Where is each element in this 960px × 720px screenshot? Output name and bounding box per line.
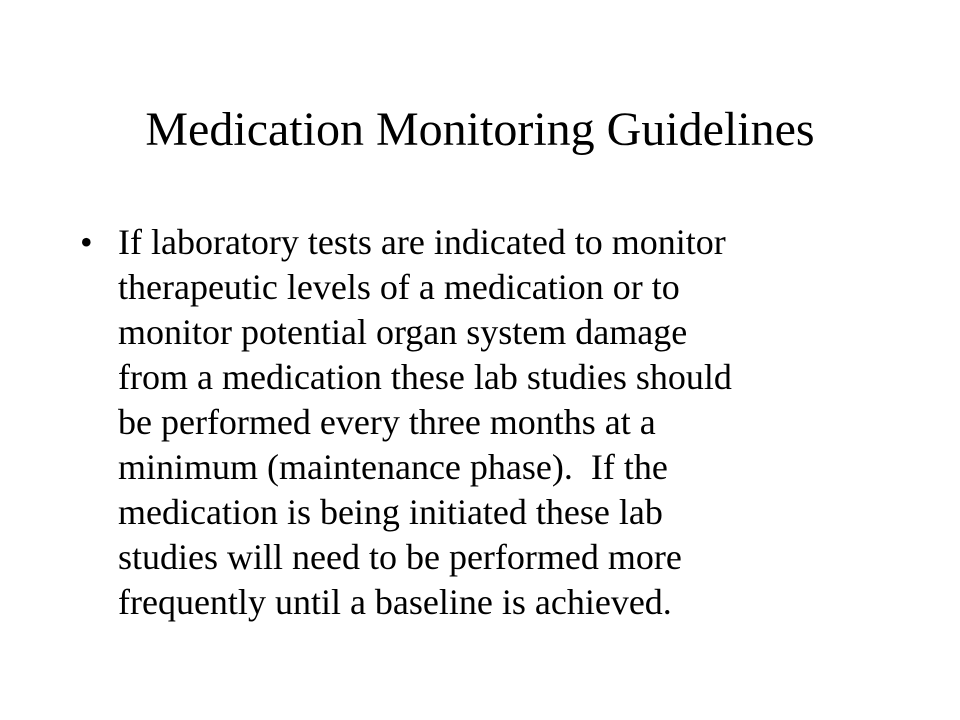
bullet-line: medication is being initiated these lab bbox=[118, 492, 663, 532]
bullet-text bbox=[118, 220, 732, 625]
bullet-line: therapeutic levels of a medication or to bbox=[118, 267, 680, 307]
bullet-line: studies will need to be performed more bbox=[118, 537, 682, 577]
bullet-line: from a medication these lab studies should bbox=[118, 357, 732, 397]
slide-title: Medication Monitoring Guidelines bbox=[145, 103, 815, 156]
bullet-line: minimum (maintenance phase). If the bbox=[118, 447, 668, 487]
bullet-marker: • bbox=[80, 222, 93, 262]
bullet-line: monitor potential organ system damage bbox=[118, 312, 688, 352]
bullet-line: frequently until a baseline is achieved. bbox=[118, 582, 672, 622]
bullet-line: be performed every three months at a bbox=[118, 402, 656, 442]
bullet-line: If laboratory tests are indicated to monitor bbox=[118, 222, 726, 262]
